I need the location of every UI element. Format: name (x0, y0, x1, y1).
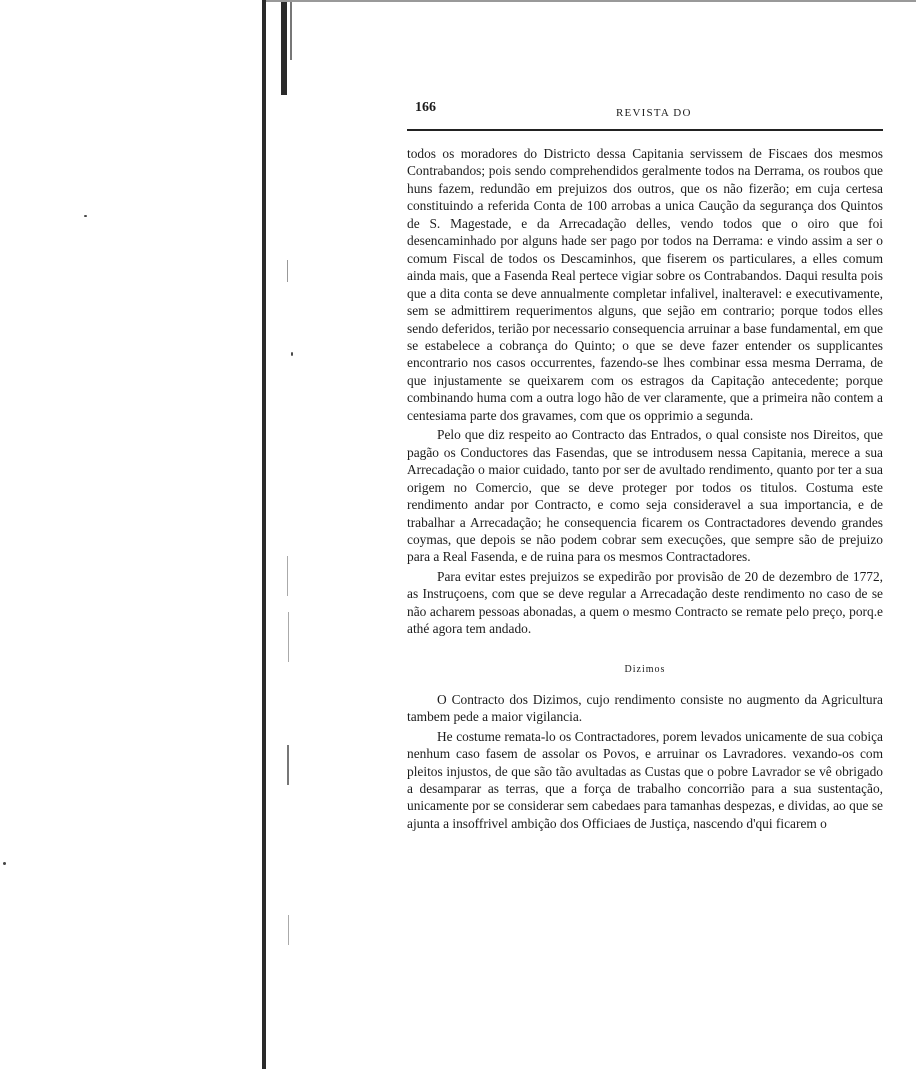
gutter-fold-line-thin (290, 0, 292, 60)
body-text (407, 145, 883, 832)
paragraph-evitar-prejuizos: Para evitar estes prejuizos se expedirão por provisão de 20 de dezembro de 1772, as Instruçoens, com que se deve regular a Arrecadação deste rendimento no caso de se não acharem pessoas abonadas, a quem o mesmo Contracto se remate pelo preço, porq.e athé agora tem andado. (407, 568, 883, 637)
top-edge-line (266, 0, 916, 2)
scan-speck-3 (291, 352, 293, 356)
paragraph-contracto-dizimos: O Contracto dos Dizimos, cujo rendimento consiste no augmento da Agricultura tambem pede a maior vigilancia. (407, 691, 883, 725)
page-number: 166 (415, 100, 436, 115)
scan-speck-1 (84, 215, 87, 217)
header-rule (407, 129, 883, 131)
paragraph-costume-remata: He costume remata-lo os Contractadores, porem levados unicamente de sua cobiça nenhum caso fasem de assolar os Povos, e arruinar os Lavradores. vexando-os com pleitos injustos, de que são tão avultadas as Custas que o pobre Lavrador se vê obrigado a desamparar as terras, que a força de trabalho concorrião para a sua sustentação, unicamente por se considerar sem cabedaes para tamanhas despezas, e dividas, ao que se ajunta a insoffrivel ambição dos Officiaes de Justiça, nascendo d'qui ficarem o (407, 728, 883, 831)
gutter-tick-1 (287, 260, 288, 282)
gutter-tick-4 (287, 745, 289, 785)
section-heading-dizimos: Dizimos (624, 663, 666, 675)
scan-speck-2 (3, 862, 6, 865)
gutter-tick-5 (288, 915, 289, 945)
running-title: REVISTA DO (616, 107, 692, 119)
book-page (407, 96, 883, 832)
gutter-shadow-line (262, 0, 266, 1069)
paragraph-continuation: todos os moradores do Districto dessa Capitania servissem de Fiscaes dos mesmos Contrabandos; pois sendo comprehendidos geralmente todos na Derrama, os roubos que huns fazem, redundão em prejuizos dos outros, que os não fizerão; em cuja certesa constituindo a referida Conta de 100 arrobas a unica Caução da segurança dos Quintos de S. Magestade, e da Arrecadação delles, vendo todos que o oiro que foi desencaminhado por alguns hade ser pago por todos na Derrama: e vindo assim a ser o comum Fiscal de todos os Descaminhos, que fiserem os particulares, a elles comum ainda mais, que a Fasenda Real pertece vigiar sobre os Contrabandos. Daqui resulta pois que a dita conta se deve annualmente completar infalivel, inalteravel: e executivamente, sem se admittirem requerimentos alguns, que sejão em contrario; porque todos elles sendo deferidos, terião por necessario consequencia arruinar a base fundamental, em que se estabelece a cobrança do Quinto; o que se deve fazer entender os supplicantes encontrario nos casos occurrentes, fazendo-se lhes combinar essa mesma Derrama, de que injustamente se queixarem com os estragos da Capitação antecedente; porque combinando huma com a outra logo hão de ver claramente, que a primeira não contem a centesiama parte dos gravames, com que os opprimio a segunda. (407, 146, 883, 423)
gutter-tick-2 (287, 556, 288, 596)
running-head (407, 96, 883, 122)
gutter-tick-3 (288, 612, 289, 662)
paragraph-contracto-entrados: Pelo que diz respeito ao Contracto das Entrados, o qual consiste nos Direitos, que pagão os Conductores das Fasendas, que se introdusem nessa Capitania, merece a sua Arrecadação o maior cuidado, tanto por ser de avultado rendimento, quanto por ter a sua origem no Comercio, que se deve proteger por todos os titulos. Costuma este rendimento andar por Contracto, e como seja consideravel a sua importancia, e de trabalhar a Arrecadação; he consequencia ficarem os Contractadores devendo grandes coymas, que depois se não podem cobrar sem execuções, que sempre são de prejuizo para a Real Fasenda, e de ruina para os mesmos Contractadores. (407, 427, 883, 565)
gutter-fold-line-upper (281, 0, 287, 95)
